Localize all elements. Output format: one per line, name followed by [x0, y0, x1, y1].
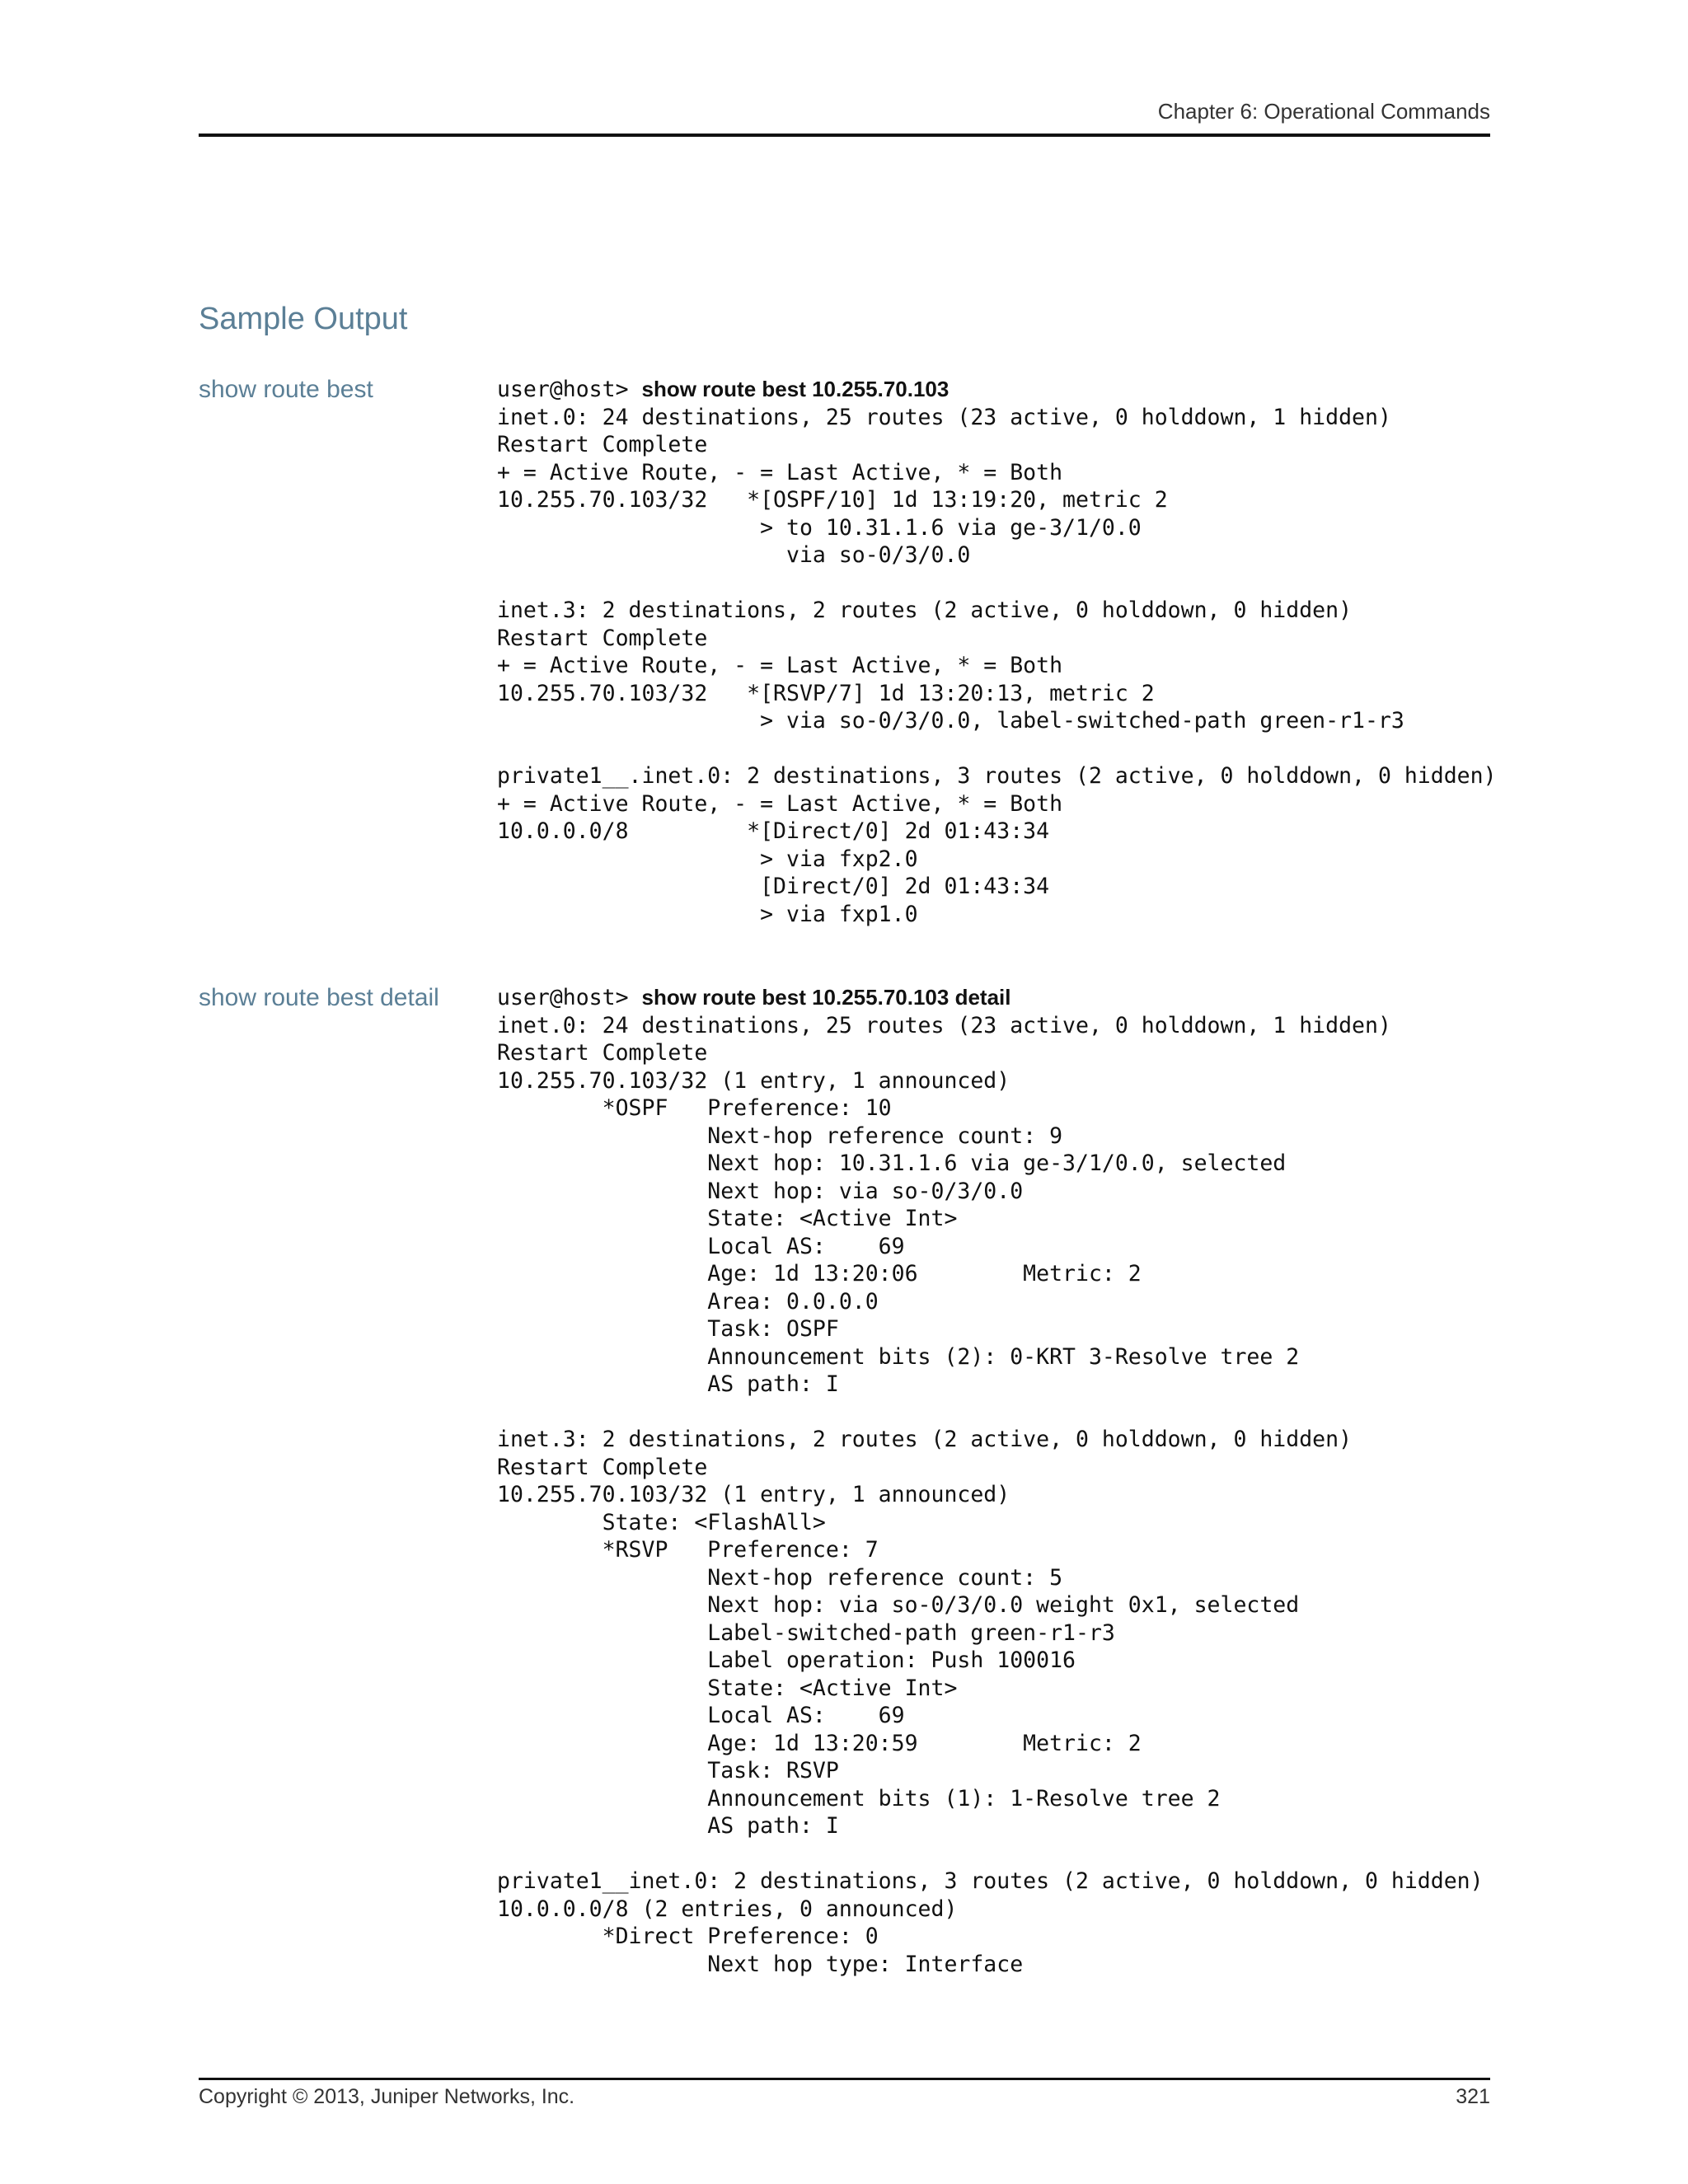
code-block — [497, 984, 1491, 1978]
footer-divider — [199, 2078, 1490, 2080]
chapter-title: Chapter 6: Operational Commands — [1157, 99, 1490, 124]
command-text: show route best 10.255.70.103 — [641, 377, 950, 401]
section-heading: Sample Output — [199, 302, 408, 336]
command-output: inet.0: 24 destinations, 25 routes (23 active, 0 holddown, 1 hidden) Restart Complete + = Active Route, - = Last Active, * = Both 10.255.70.103/32 *[OSPF/10] 1d 13:19:20, metric 2 > to 10.31.1.6 via ge-3/1/0.0 via so-0/3/0.0 inet.3: 2 destinations, 2 routes (2 active, 0 holddown, 0 hidden) Restart Complete + = Active Route, - = Last Active, * = Both 10.255.70.103/32 *[RSVP/7] 1d 13:20:13, metric 2 > via so-0/3/0.0, label-switched-path green-r1-r3 private1__.inet.0: 2 destinations, 3 routes (2 active, 0 holddown, 0 hidden) + = Active Route, - = Last Active, * = Both 10.0.0.0/8 *[Direct/0] 2d 01:43:34 > via fxp2.0 [Direct/0] 2d 01:43:34 > via fxp1.0 — [497, 404, 1497, 927]
command-prompt: user@host> — [497, 985, 642, 1010]
page-number: 321 — [1456, 2085, 1490, 2108]
command-output: inet.0: 24 destinations, 25 routes (23 active, 0 holddown, 1 hidden) Restart Complete 10.255.70.103/32 (1 entry, 1 announced) *OSPF Preference: 10 Next-hop reference count: 9 Next hop: 10.31.1.6 via ge-3/1/0.0, selected Next hop: via so-0/3/0.0 State: <Active Int> Local AS: 69 Age: 1d 13:20:06 Metric: 2 Area: 0.0.0.0 Task: OSPF Announcement bits (2): 0-KRT 3-Resolve tree 2 AS path: I inet.3: 2 destinations, 2 routes (2 active, 0 holddown, 0 hidden) Restart Complete 10.255.70.103/32 (1 entry, 1 announced) State: <FlashAll> *RSVP Preference: 7 Next-hop reference count: 5 Next hop: via so-0/3/0.0 weight 0x1, selected Label-switched-path green-r1-r3 Label operation: Push 100016 State: <Active Int> Local AS: 69 Age: 1d 13:20:59 Metric: 2 Task: RSVP Announcement bits (1): 1-Resolve tree 2 AS path: I private1__inet.0: 2 destinations, 3 routes (2 active, 0 holddown, 0 hidden) 10.0.0.0/8 (2 entries, 0 announced) *Direct Preference: 0 Next hop type: Interface — [497, 1012, 1484, 1977]
example-label: show route best detail — [199, 984, 439, 1011]
example-label: show route best — [199, 376, 373, 403]
header-divider — [199, 134, 1490, 137]
command-prompt: user@host> — [497, 377, 642, 402]
command-text: show route best 10.255.70.103 detail — [641, 985, 1011, 1010]
code-block — [497, 376, 1497, 928]
copyright-text: Copyright © 2013, Juniper Networks, Inc. — [199, 2085, 575, 2108]
